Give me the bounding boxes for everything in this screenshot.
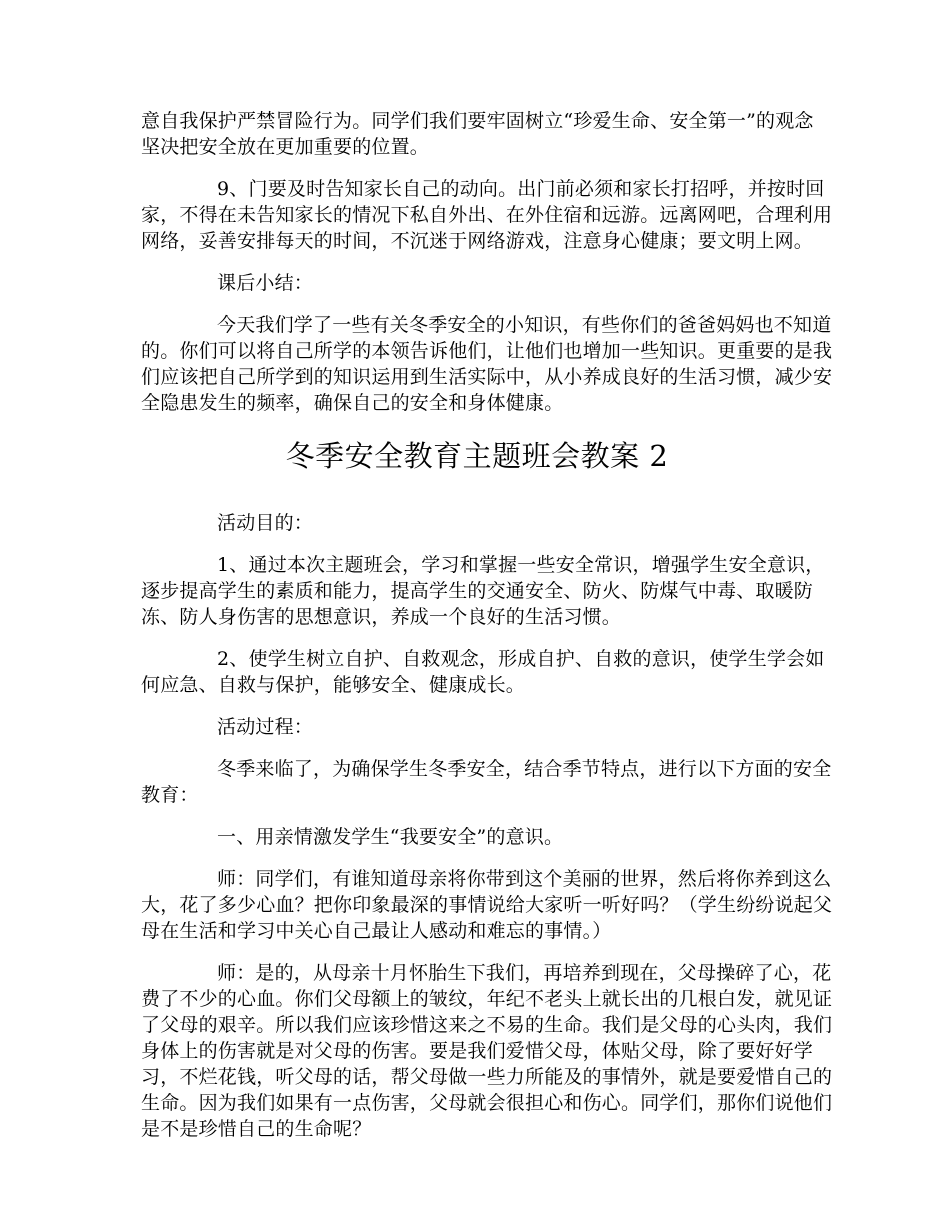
paragraph xyxy=(141,176,833,254)
section-title: 冬季安全教育主题班会教案 2 xyxy=(285,439,669,473)
text-line: 意自我保护严禁冒险行为。同学们我们要牢固树立“珍爱生命、安全第一”的观念 xyxy=(141,110,814,132)
paragraph xyxy=(141,756,832,808)
paragraph xyxy=(141,960,833,1142)
text-line: 逐步提高学生的素质和能力，提高学生的交通安全、防火、防煤气中毒、取暖防 xyxy=(141,580,814,602)
document-page xyxy=(141,108,833,1142)
text-line: 今天我们学了一些有关冬季安全的小知识，有些你们的爸爸妈妈也不知道 xyxy=(217,314,832,336)
text-line: 教育： xyxy=(141,784,199,806)
text-line: 是不是珍惜自己的生命呢？ xyxy=(141,1118,372,1140)
paragraph xyxy=(141,312,833,416)
text-line: 习，不烂花钱，听父母的话，帮父母做一些力所能及的事情外，就是要爱惜自己的 xyxy=(141,1066,833,1088)
text-line: 网络，妥善安排每天的时间，不沉迷于网络游戏，注意身心健康；要文明上网。 xyxy=(141,230,814,252)
paragraph xyxy=(141,108,813,160)
text-line: 生命。因为我们如果有一点伤害，父母就会很担心和伤心。同学们，那你们说他们 xyxy=(141,1092,833,1114)
paragraph xyxy=(141,824,813,850)
text-line: 了父母的艰辛。所以我们应该珍惜这来之不易的生命。我们是父母的心头肉，我们 xyxy=(141,1014,833,1036)
paragraph xyxy=(141,646,825,698)
text-line: 们应该把自己所学到的知识运用到生活实际中，从小养成良好的生活习惯，减少安 xyxy=(141,366,833,388)
text-line: 母在生活和学习中关心自己最让人感动和难忘的事情。） xyxy=(141,920,612,942)
text-line: 师：同学们，有谁知道母亲将你带到这个美丽的世界，然后将你养到这么 xyxy=(217,868,832,890)
paragraph xyxy=(141,866,833,944)
text-line: 活动过程： xyxy=(217,716,314,738)
text-line: 活动目的： xyxy=(217,512,314,534)
text-line: 何应急、自救与保护，能够安全、健康成长。 xyxy=(141,674,526,696)
text-line: 1、通过本次主题班会，学习和掌握一些安全常识，增强学生安全意识， xyxy=(217,554,825,576)
text-line: 课后小结： xyxy=(217,272,314,294)
text-line: 坚决把安全放在更加重要的位置。 xyxy=(141,136,430,158)
paragraph xyxy=(141,552,825,630)
text-line: 9、门要及时告知家长自己的动向。出门前必须和家长打招呼，并按时回 xyxy=(217,178,825,200)
text-line: 费了不少的心血。你们父母额上的皱纹，年纪不老头上就长出的几根白发，就见证 xyxy=(141,988,833,1010)
text-line: 2、使学生树立自护、自救观念，形成自护、自救的意识，使学生学会如 xyxy=(217,648,825,670)
paragraph xyxy=(141,270,813,296)
paragraph xyxy=(141,714,813,740)
text-line: 一、用亲情激发学生“我要安全”的意识。 xyxy=(217,826,564,848)
text-line: 大，花了多少心血？把你印象最深的事情说给大家听一听好吗？（学生纷纷说起父 xyxy=(141,894,833,916)
text-line: 师：是的，从母亲十月怀胎生下我们，再培养到现在，父母操碎了心，花 xyxy=(217,962,832,984)
text-line: 全隐患发生的频率，确保自己的安全和身体健康。 xyxy=(141,392,564,414)
text-line: 的。你们可以将自己所学的本领告诉他们，让他们也增加一些知识。更重要的是我 xyxy=(141,340,833,362)
paragraph xyxy=(141,510,813,536)
text-line: 身体上的伤害就是对父母的伤害。要是我们爱惜父母，体贴父母，除了要好好学 xyxy=(141,1040,814,1062)
text-line: 冬季来临了，为确保学生冬季安全，结合季节特点，进行以下方面的安全 xyxy=(217,758,832,780)
text-line: 冻、防人身伤害的思想意识，养成一个良好的生活习惯。 xyxy=(141,606,622,628)
text-line: 家，不得在未告知家长的情况下私自外出、在外住宿和远游。远离网吧，合理利用 xyxy=(141,204,833,226)
